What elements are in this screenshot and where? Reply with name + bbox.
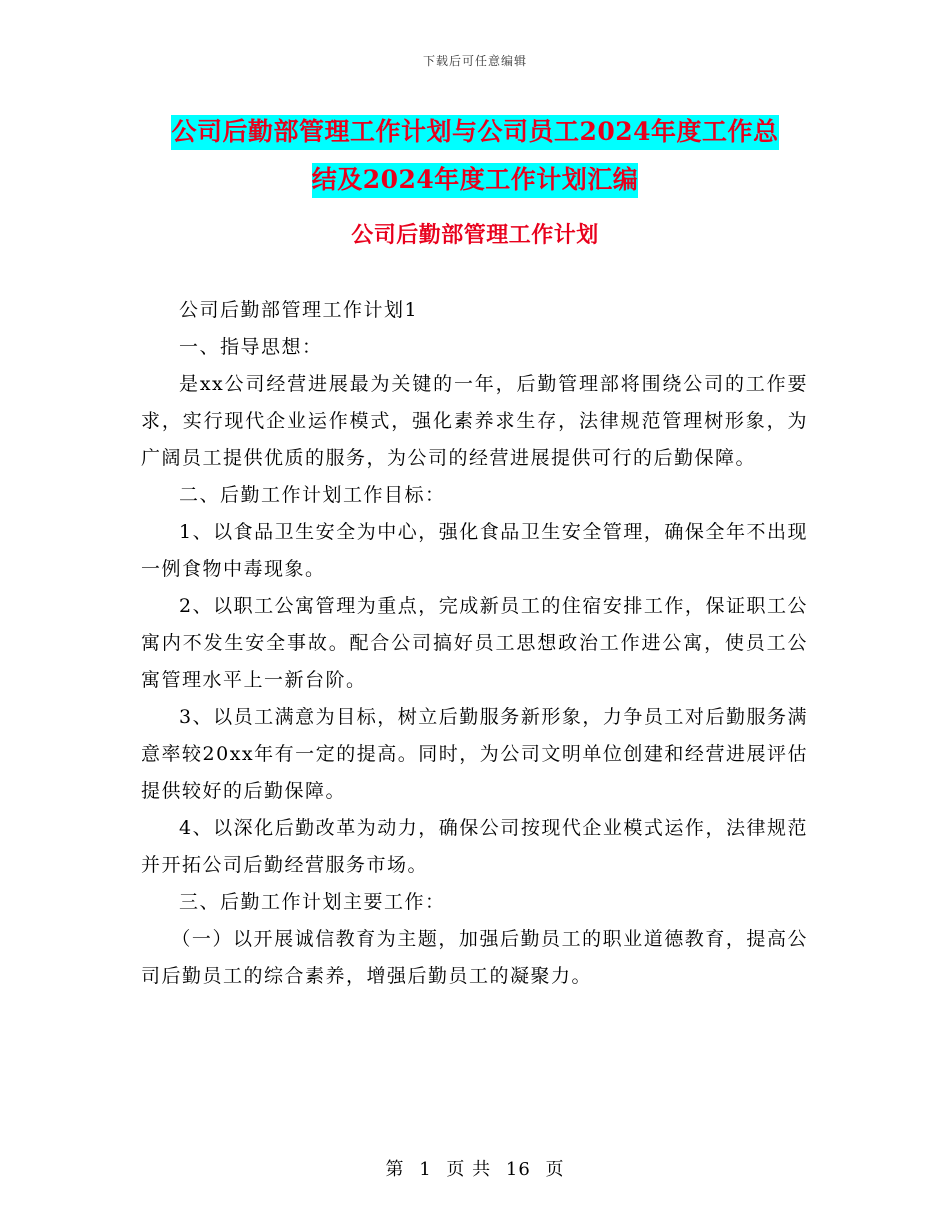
paragraph-goal-2: 2、以职工公寓管理为重点，完成新员工的住宿安排工作，保证职工公寓内不发生安全事故。配合公司搞好员工思想政治工作进公寓，使员工公寓管理水平上一新台阶。 — [141, 595, 808, 691]
paragraph-goal-4: 4、以深化后勤改革为动力，确保公司按现代企业模式运作，法律规范并开拓公司后勤经营服务市场。 — [141, 817, 808, 876]
paragraph-main-work-1: （一）以开展诚信教育为主题，加强后勤员工的职业道德教育，提高公司后勤员工的综合素养，增强后勤员工的凝聚力。 — [141, 928, 808, 987]
paragraph-goal-1: 1、以食品卫生安全为中心，强化食品卫生安全管理，确保全年不出现一例食物中毒现象。 — [141, 521, 808, 580]
footer-middle: 页 共 — [446, 1159, 492, 1180]
page-footer — [0, 1155, 950, 1181]
footer-page-number: 1 — [419, 1159, 432, 1180]
footer-prefix: 第 — [385, 1159, 405, 1180]
header-note: 下载后可任意编辑 — [422, 54, 527, 68]
paragraph-main-work-heading: 三、后勤工作计划主要工作： — [179, 891, 446, 913]
main-title-line2: 结及2024年度工作计划汇编 — [312, 163, 639, 198]
paragraph-plan-heading: 公司后勤部管理工作计划1 — [179, 299, 419, 321]
document-body — [141, 292, 808, 995]
paragraph-guiding-ideas-heading: 一、指导思想： — [179, 336, 323, 358]
section-title: 公司后勤部管理工作计划 — [351, 222, 599, 248]
paragraph-guiding-ideas: 是xx公司经营进展最为关键的一年，后勤管理部将围绕公司的工作要求，实行现代企业运作模式，强化素养求生存，法律规范管理树形象，为广阔员工提供优质的服务，为公司的经营进展提供可行的后勤保障。 — [141, 373, 808, 469]
footer-suffix: 页 — [545, 1159, 565, 1180]
main-title-line1: 公司后勤部管理工作计划与公司员工2024年度工作总 — [171, 115, 778, 150]
paragraph-goals-heading: 二、后勤工作计划工作目标： — [179, 484, 446, 506]
footer-total-pages: 16 — [505, 1159, 531, 1180]
main-title — [140, 108, 810, 204]
paragraph-goal-3: 3、以员工满意为目标，树立后勤服务新形象，力争员工对后勤服务满意率较20xx年有一定的提高。同时，为公司文明单位创建和经营进展评估提供较好的后勤保障。 — [141, 706, 808, 802]
